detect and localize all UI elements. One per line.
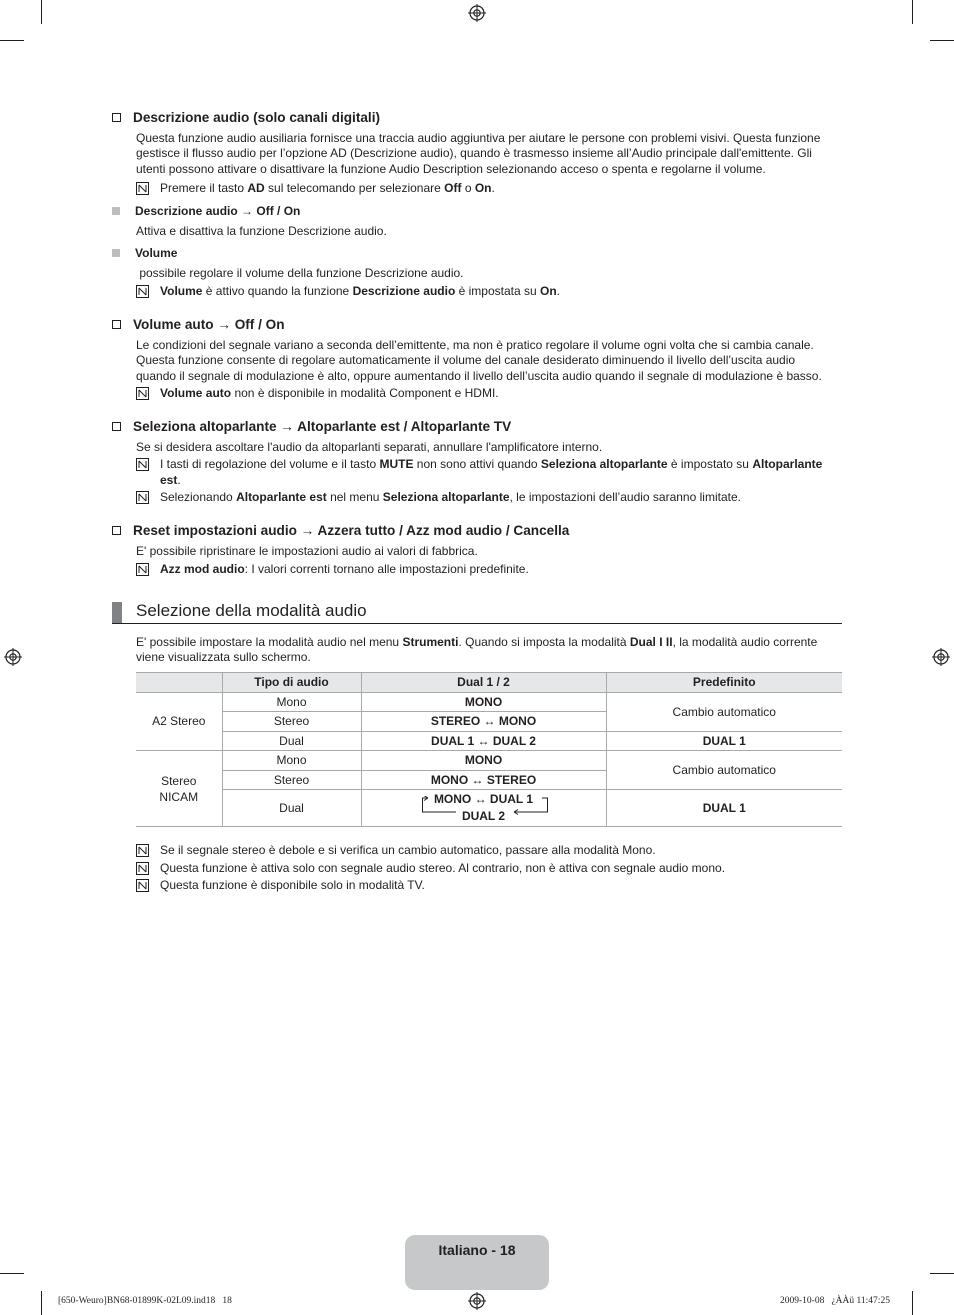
- table-row: [136, 790, 842, 827]
- table-cell: MONO: [361, 751, 606, 771]
- intro-bold: Dual I II: [629, 635, 673, 649]
- note-text: è attivo quando la funzione: [202, 284, 353, 298]
- table-cell: DUAL 1: [606, 790, 842, 827]
- section-title: [112, 110, 380, 125]
- note-icon: [136, 387, 149, 400]
- note-text: Se il segnale stereo è debole e si verifica un cambio automatico, passare alla modalità Mono.: [160, 843, 656, 857]
- subsection-title: [112, 204, 300, 218]
- table-cell-text: Stereo NICAM: [159, 773, 199, 804]
- note-bold: Seleziona altoparlante: [382, 490, 510, 504]
- square-bullet-icon: [112, 249, 120, 257]
- registration-mark-icon: [468, 1292, 486, 1310]
- note-text: nel menu: [326, 490, 383, 504]
- table-header: Dual 1 / 2: [361, 673, 606, 693]
- subsection-title-text: Descrizione audio → Off / On: [135, 204, 301, 218]
- table-cell: A2 Stereo: [136, 692, 222, 751]
- note: [136, 878, 836, 894]
- page-heading: Selezione della modalità audio: [136, 601, 367, 620]
- note: [136, 562, 836, 578]
- note-icon: [136, 285, 149, 298]
- note: [136, 843, 836, 859]
- note-text: non sono attivi quando: [413, 457, 541, 471]
- intro-text: . Quando si imposta la modalità: [458, 635, 630, 649]
- note-bold: MUTE: [379, 457, 414, 471]
- crop-mark: [930, 1273, 954, 1274]
- table-cell: Cambio automatico: [606, 692, 842, 731]
- note-text: .: [556, 284, 561, 298]
- table-cell: [136, 751, 222, 827]
- page-number: Italiano - 18: [438, 1242, 516, 1258]
- table-row: [136, 731, 842, 751]
- paragraph: Se si desidera ascoltare l'audio da altoparlanti separati, annullare l'amplificatore interno.: [136, 440, 603, 454]
- note-text: Questa funzione è disponibile solo in modalità TV.: [160, 878, 425, 892]
- note-text: è impostato su: [667, 457, 753, 471]
- registration-mark-icon: [4, 648, 22, 666]
- crop-mark: [912, 0, 913, 24]
- note-text: Questa funzione è attiva solo con segnale audio stereo. Al contrario, non è attiva con segnale audio mono.: [160, 861, 726, 875]
- checkbox-bullet-icon: [112, 113, 121, 122]
- audio-mode-table: [136, 672, 842, 827]
- table-header: [136, 673, 222, 693]
- table-row: [136, 751, 842, 771]
- table-cell: Mono: [222, 692, 361, 712]
- intro-bold: Strumenti: [402, 635, 459, 649]
- note-icon: [136, 862, 149, 875]
- table-cell: DUAL 1: [606, 731, 842, 751]
- crop-mark: [930, 40, 954, 41]
- table-cell: Stereo: [222, 712, 361, 732]
- table-cell: Stereo: [222, 770, 361, 790]
- section-title: [112, 523, 569, 538]
- note: [136, 284, 836, 300]
- note-text: .: [491, 181, 495, 195]
- note-icon: [136, 879, 149, 892]
- note-text: : I valori correnti tornano alle impostazioni predefinite.: [244, 562, 529, 576]
- cycle-line-1: MONO ↔ DUAL 1: [433, 792, 534, 806]
- square-bullet-icon: [112, 207, 120, 215]
- section-title-text: Reset impostazioni audio → Azzera tutto / Azz mod audio / Cancella: [133, 523, 570, 538]
- table-row: [136, 692, 842, 712]
- heading-bar: [112, 602, 122, 624]
- heading-rule: [112, 623, 842, 624]
- table-cell: MONO: [361, 692, 606, 712]
- note-text: I tasti di regolazione del volume e il tasto: [160, 457, 380, 471]
- note-icon: [136, 563, 149, 576]
- note-bold: Off: [444, 181, 462, 195]
- note: [136, 861, 836, 877]
- note-text: non è disponibile in modalità Component e HDMI.: [231, 386, 499, 400]
- page-number-tab: [405, 1235, 549, 1290]
- note-bold: On: [540, 284, 557, 298]
- crop-mark: [0, 1273, 24, 1274]
- note-text: Premere il tasto: [160, 181, 248, 195]
- note-icon: [136, 844, 149, 857]
- note: [136, 490, 836, 506]
- table-cell-cycle: [361, 790, 606, 827]
- table-cell: Mono: [222, 751, 361, 771]
- note-icon: [136, 491, 149, 504]
- paragraph: Attiva e disattiva la funzione Descrizione audio.: [136, 224, 387, 238]
- note-text: , le impostazioni dell’audio saranno limitate.: [509, 490, 741, 504]
- crop-mark: [0, 40, 24, 41]
- note-text: sul telecomando per selezionare: [264, 181, 445, 195]
- file-info: [650-Weuro]BN68-01899K-02L09.ind18 18: [58, 1296, 232, 1306]
- note: [136, 181, 836, 197]
- crop-mark: [41, 0, 42, 24]
- note-bold: Volume: [160, 284, 203, 298]
- section-title-text: Descrizione audio (solo canali digitali): [133, 110, 380, 125]
- checkbox-bullet-icon: [112, 526, 121, 535]
- section-title-text: Volume auto → Off / On: [133, 317, 285, 332]
- note-text: è impostata su: [455, 284, 540, 298]
- note: [136, 386, 836, 402]
- note-bold: Altoparlante est: [236, 490, 327, 504]
- crop-mark: [41, 1291, 42, 1315]
- intro-paragraph: [136, 635, 836, 666]
- note-bold: Volume auto: [160, 386, 232, 400]
- note-bold: Descrizione audio: [352, 284, 456, 298]
- timestamp: 2009-10-08 ¿ÀÀü 11:47:25: [780, 1296, 890, 1306]
- note-icon: [136, 458, 149, 471]
- note-text: .: [177, 472, 181, 487]
- paragraph: E' possibile ripristinare le impostazioni audio ai valori di fabbrica.: [136, 544, 478, 558]
- crop-mark: [912, 1291, 913, 1315]
- table-header: Tipo di audio: [222, 673, 361, 693]
- subsection-title-text: Volume: [135, 246, 178, 260]
- note: [136, 457, 836, 488]
- registration-mark-icon: [468, 4, 486, 22]
- paragraph: possibile regolare il volume della funzione Descrizione audio.: [136, 266, 464, 280]
- cycle-arrow-icon: [422, 796, 548, 820]
- section-title-text: Seleziona altoparlante → Altoparlante est / Altoparlante TV: [133, 419, 512, 434]
- note-icon: [136, 182, 149, 195]
- section-title: [112, 317, 285, 332]
- table-cell: STEREO ↔ MONO: [361, 712, 606, 732]
- table-cell: DUAL 1 ↔ DUAL 2: [361, 731, 606, 751]
- checkbox-bullet-icon: [112, 422, 121, 431]
- checkbox-bullet-icon: [112, 320, 121, 329]
- table-header-row: [136, 673, 842, 693]
- note-text: o: [461, 181, 475, 195]
- cycle-line-2: DUAL 2: [461, 809, 506, 823]
- table-cell: Dual: [222, 790, 361, 827]
- intro-text: E' possibile impostare la modalità audio nel menu: [136, 635, 403, 649]
- note-bold: Azz mod audio: [160, 562, 245, 576]
- note-bold: On: [474, 181, 492, 195]
- paragraph: Questa funzione audio ausiliaria fornisce una traccia audio aggiuntiva per aiutare le persone con problemi visivi. Questa funzione gestisce il flusso audio per l’opzione AD (Descrizione audio), quando è trasmesso insieme all’Audio principale dall'emittente. Gli utenti possono attivare o disattivare la funzione Audio Description selezionando acceso o spenta e regolarne il volume.: [136, 131, 821, 176]
- registration-mark-icon: [932, 648, 950, 666]
- note-bold: Seleziona altoparlante: [540, 457, 668, 471]
- note-bold: Altoparlante est: [160, 457, 823, 487]
- intro-text: , la modalità audio corrente viene visualizzata sullo schermo.: [136, 635, 818, 665]
- paragraph: Le condizioni del segnale variano a seconda dell’emittente, ma non è pratico regolare il volume ogni volta che si cambia canale. Questa funzione consente di regolare automaticamente il volume del canale desiderato diminuendo il livello dell’uscita audio quando il segnale di modulazione è alto, oppure aumentando il livello dell’uscita audio quando il segnale di modulazione è basso.: [136, 338, 822, 383]
- note-bold: AD: [247, 181, 265, 195]
- table-header: Predefinito: [606, 673, 842, 693]
- table-cell: Cambio automatico: [606, 751, 842, 790]
- table-cell: MONO ↔ STEREO: [361, 770, 606, 790]
- table-cell: Dual: [222, 731, 361, 751]
- subsection-title: [112, 246, 177, 260]
- note-text: Selezionando: [160, 490, 237, 504]
- section-title: [112, 419, 511, 434]
